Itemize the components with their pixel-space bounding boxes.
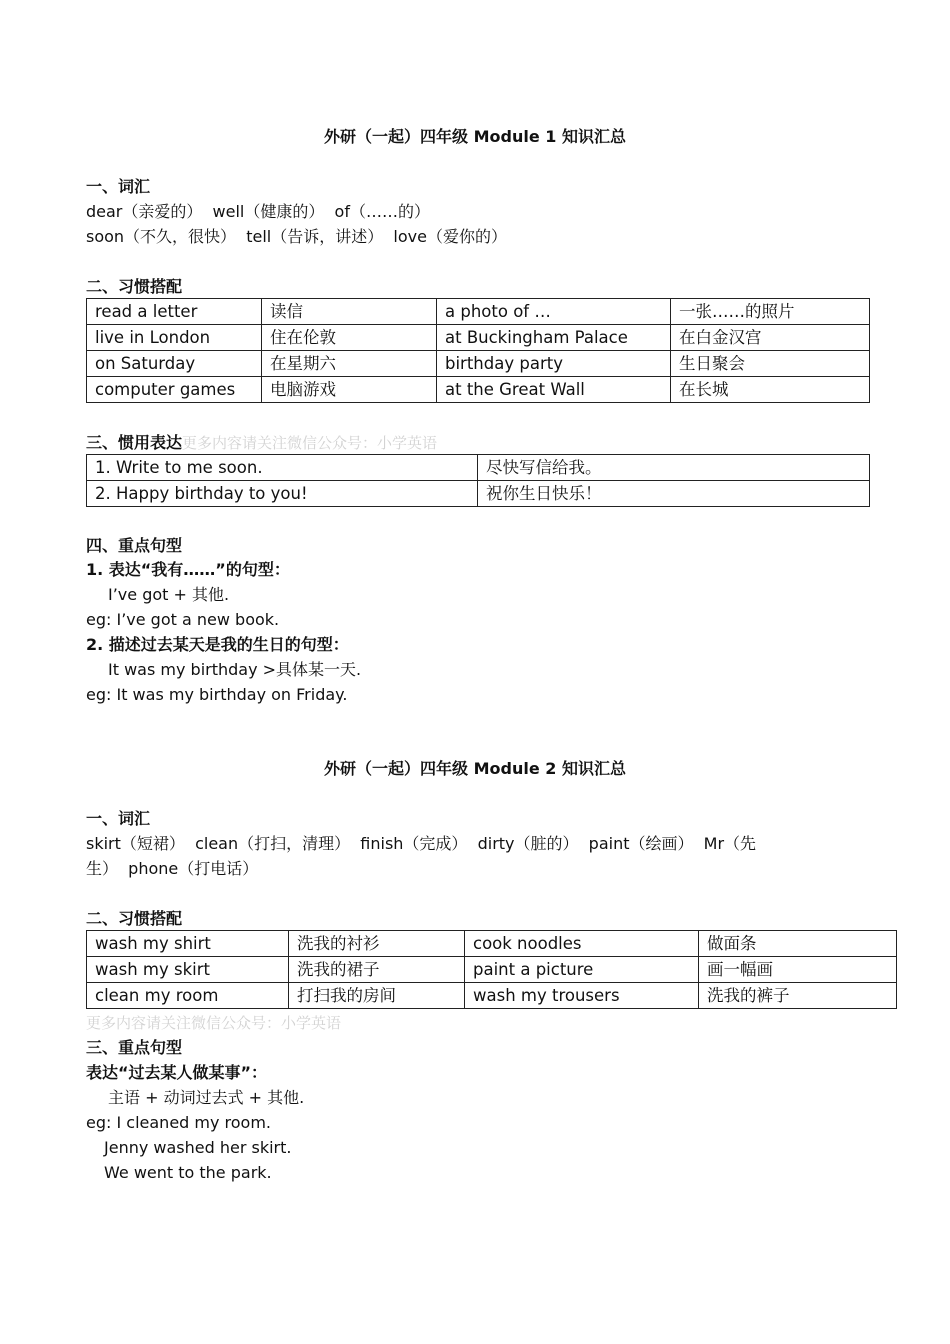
table-cell: live in London [87,325,262,351]
module2-vocab-heading: 一、词汇 [86,809,151,828]
module2-patterns-heading: 三、重点句型 [86,1038,183,1057]
table-cell: wash my skirt [87,957,289,983]
table-cell: 洗我的裤子 [699,983,897,1009]
module2-vocab-line: 生） phone（打电话） [86,859,259,878]
table-row [87,351,870,377]
module1-vocab-line: dear（亲爱的） well（健康的） of（……的） [86,202,430,221]
table-cell: 做面条 [699,931,897,957]
table-cell: paint a picture [465,957,699,983]
table-row [87,299,870,325]
table-cell: 洗我的裙子 [289,957,465,983]
table-cell: 生日聚会 [671,351,870,377]
module1-phrases-heading: 二、习惯搭配 [86,277,183,296]
table-row [87,325,870,351]
module1-patterns-heading: 四、重点句型 [86,536,183,555]
table-cell: 画一幅画 [699,957,897,983]
table-cell: at the Great Wall [437,377,671,403]
table-cell: on Saturday [87,351,262,377]
table-row [87,931,897,957]
module1-pattern2-formula: It was my birthday >具体某一天. [108,660,362,679]
table-cell: 一张……的照片 [671,299,870,325]
table-cell: 住在伦敦 [262,325,437,351]
module1-pattern2-heading: 2. 描述过去某天是我的生日的句型： [86,635,349,654]
table-cell: 祝你生日快乐！ [478,481,870,507]
table-cell: wash my trousers [465,983,699,1009]
table-row [87,983,897,1009]
table-cell: clean my room [87,983,289,1009]
watermark: 更多内容请关注微信公众号：小学英语 [86,1014,342,1032]
table-cell: computer games [87,377,262,403]
module1-title: 外研（一起）四年级 Module 1 知识汇总 [324,127,626,146]
table-cell: 尽快写信给我。 [478,455,870,481]
module2-phrases-table [86,930,897,1009]
table-cell: 1. Write to me soon. [87,455,478,481]
watermark: 更多内容请关注微信公众号：小学英语 [182,434,438,452]
module2-example: eg: I cleaned my room. [86,1113,272,1132]
module1-vocab-heading: 一、词汇 [86,177,151,196]
module1-expressions-heading: 三、惯用表达 [86,433,183,452]
module1-expressions-table [86,454,870,507]
table-cell: 读信 [262,299,437,325]
table-row [87,481,870,507]
table-cell: at Buckingham Palace [437,325,671,351]
table-cell: 电脑游戏 [262,377,437,403]
module2-example: We went to the park. [104,1163,272,1182]
table-cell: 在星期六 [262,351,437,377]
table-cell: read a letter [87,299,262,325]
table-row [87,455,870,481]
module2-pattern-formula: 主语 + 动词过去式 + 其他. [108,1088,305,1107]
table-cell: 打扫我的房间 [289,983,465,1009]
module1-pattern1-example: eg: I’ve got a new book. [86,610,280,629]
module1-pattern1-heading: 1. 表达“我有……”的句型： [86,560,290,579]
table-cell: wash my shirt [87,931,289,957]
module1-phrases-table [86,298,870,403]
module2-vocab-line: skirt（短裙） clean（打扫，清理） finish（完成） dirty（脏的） paint（绘画） Mr（先 [86,834,757,853]
module2-title: 外研（一起）四年级 Module 2 知识汇总 [324,759,626,778]
module1-vocab-line: soon（不久，很快） tell（告诉，讲述） love（爱你的） [86,227,507,246]
module1-pattern2-example: eg: It was my birthday on Friday. [86,685,348,704]
module2-pattern-heading: 表达“过去某人做某事”： [86,1063,268,1082]
table-cell: 在白金汉宫 [671,325,870,351]
module2-phrases-heading: 二、习惯搭配 [86,909,183,928]
table-cell: birthday party [437,351,671,377]
table-cell: cook noodles [465,931,699,957]
table-row [87,377,870,403]
table-cell: 2. Happy birthday to you! [87,481,478,507]
table-cell: a photo of … [437,299,671,325]
table-row [87,957,897,983]
module1-pattern1-formula: I’ve got + 其他. [108,585,230,604]
table-cell: 在长城 [671,377,870,403]
module2-example: Jenny washed her skirt. [104,1138,292,1157]
module1-expressions-heading-row [86,430,437,456]
table-cell: 洗我的衬衫 [289,931,465,957]
